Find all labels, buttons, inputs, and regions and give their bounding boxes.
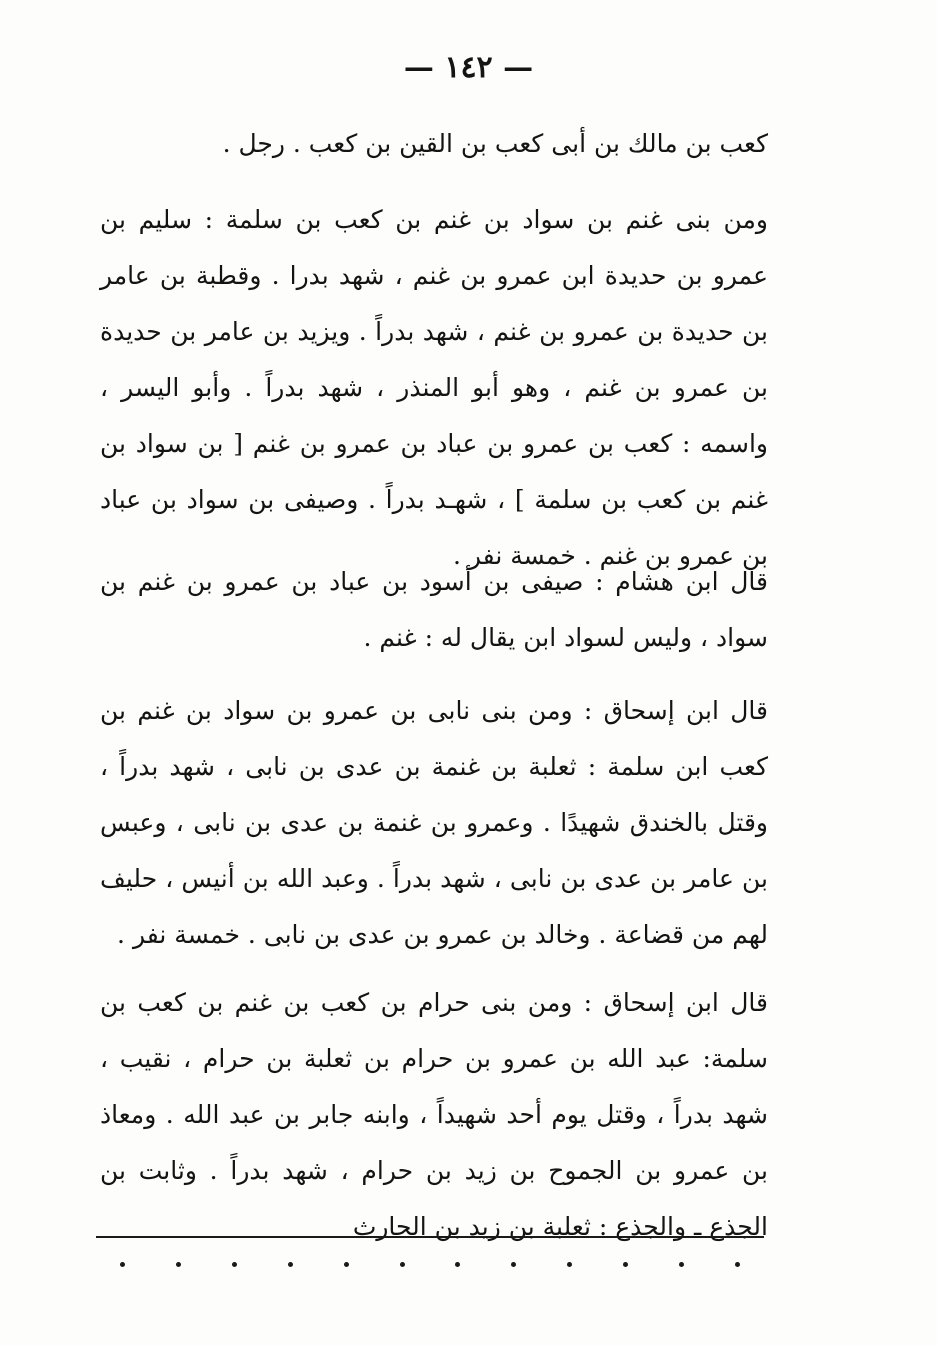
dot <box>679 1262 684 1267</box>
page-number: — ١٤٢ — <box>403 50 534 85</box>
dot <box>344 1262 349 1267</box>
dot <box>400 1262 405 1267</box>
paragraph-continuation: كعب بن مالك بن أبى كعب بن القين بن كعب . رجل . <box>222 129 768 158</box>
dot <box>120 1262 125 1267</box>
paragraph-bani-haram: قال ابن إسحاق : ومن بنى حرام بن كعب بن غنم بن كعب بن سلمة: عبد الله بن عمرو بن حرام بن ثعلبة بن حرام ، نقيب ، شهد بدراً ، وقتل يوم أحد شهيداً ، وابنه جابر بن عبد الله . ومعاذ بن عمرو بن الجموح بن زيد بن حرام ، شهد بدراً . وثابت بن الجذع ـ والجذع : ثعلبة بن زيد بن الحارث <box>100 988 768 1241</box>
dot <box>288 1262 293 1267</box>
paragraph-bani-nabi: قال ابن إسحاق : ومن بنى نابى بن عمرو بن سواد بن غنم بن كعب ابن سلمة : ثعلبة بن غنمة بن عدى بن نابى ، شهد بدراً ، وقتل بالخندق شهيدًا . وعمرو بن غنمة بن عدى بن نابى ، وعبس بن عامر بن عدى بن نابى ، شهد بدراً . وعبد الله بن أنيس ، حليف لهم من قضاعة . وخالد بن عمرو بن عدى بن نابى . خمسة نفر . <box>100 696 768 949</box>
paragraph-bani-ghanm: ومن بنى غنم بن سواد بن غنم بن كعب بن سلمة : سليم بن عمرو بن حديدة ابن عمرو بن غنم ، شهد بدرا . وقطبة بن عامر بن حديدة بن عمرو بن غنم ، شهد بدراً . ويزيد بن عامر بن حديدة بن عمرو بن غنم ، وهو أبو المنذر ، شهد بدراً . وأبو اليسر ، واسمه : كعب بن عمرو بن عباد بن عمرو بن غنم [ بن سواد بن غنم بن كعب بن سلمة ] ، شهـد بدراً . وصيفى بن سواد بن عباد بن عمرو بن غنم . خمسة نفر . <box>100 205 769 570</box>
dot <box>735 1262 740 1267</box>
dot <box>232 1262 237 1267</box>
dot <box>455 1262 460 1267</box>
dot <box>567 1262 572 1267</box>
footer-rule <box>96 1236 764 1238</box>
footnote-dots <box>120 1262 740 1267</box>
paragraph-ibn-hisham-note: قال ابن هشام : صيفى بن أسود بن عباد بن عمرو بن غنم بن سواد ، وليس لسواد ابن يقال له : غنم . <box>100 567 768 652</box>
dot <box>511 1262 516 1267</box>
dot <box>176 1262 181 1267</box>
dot <box>623 1262 628 1267</box>
